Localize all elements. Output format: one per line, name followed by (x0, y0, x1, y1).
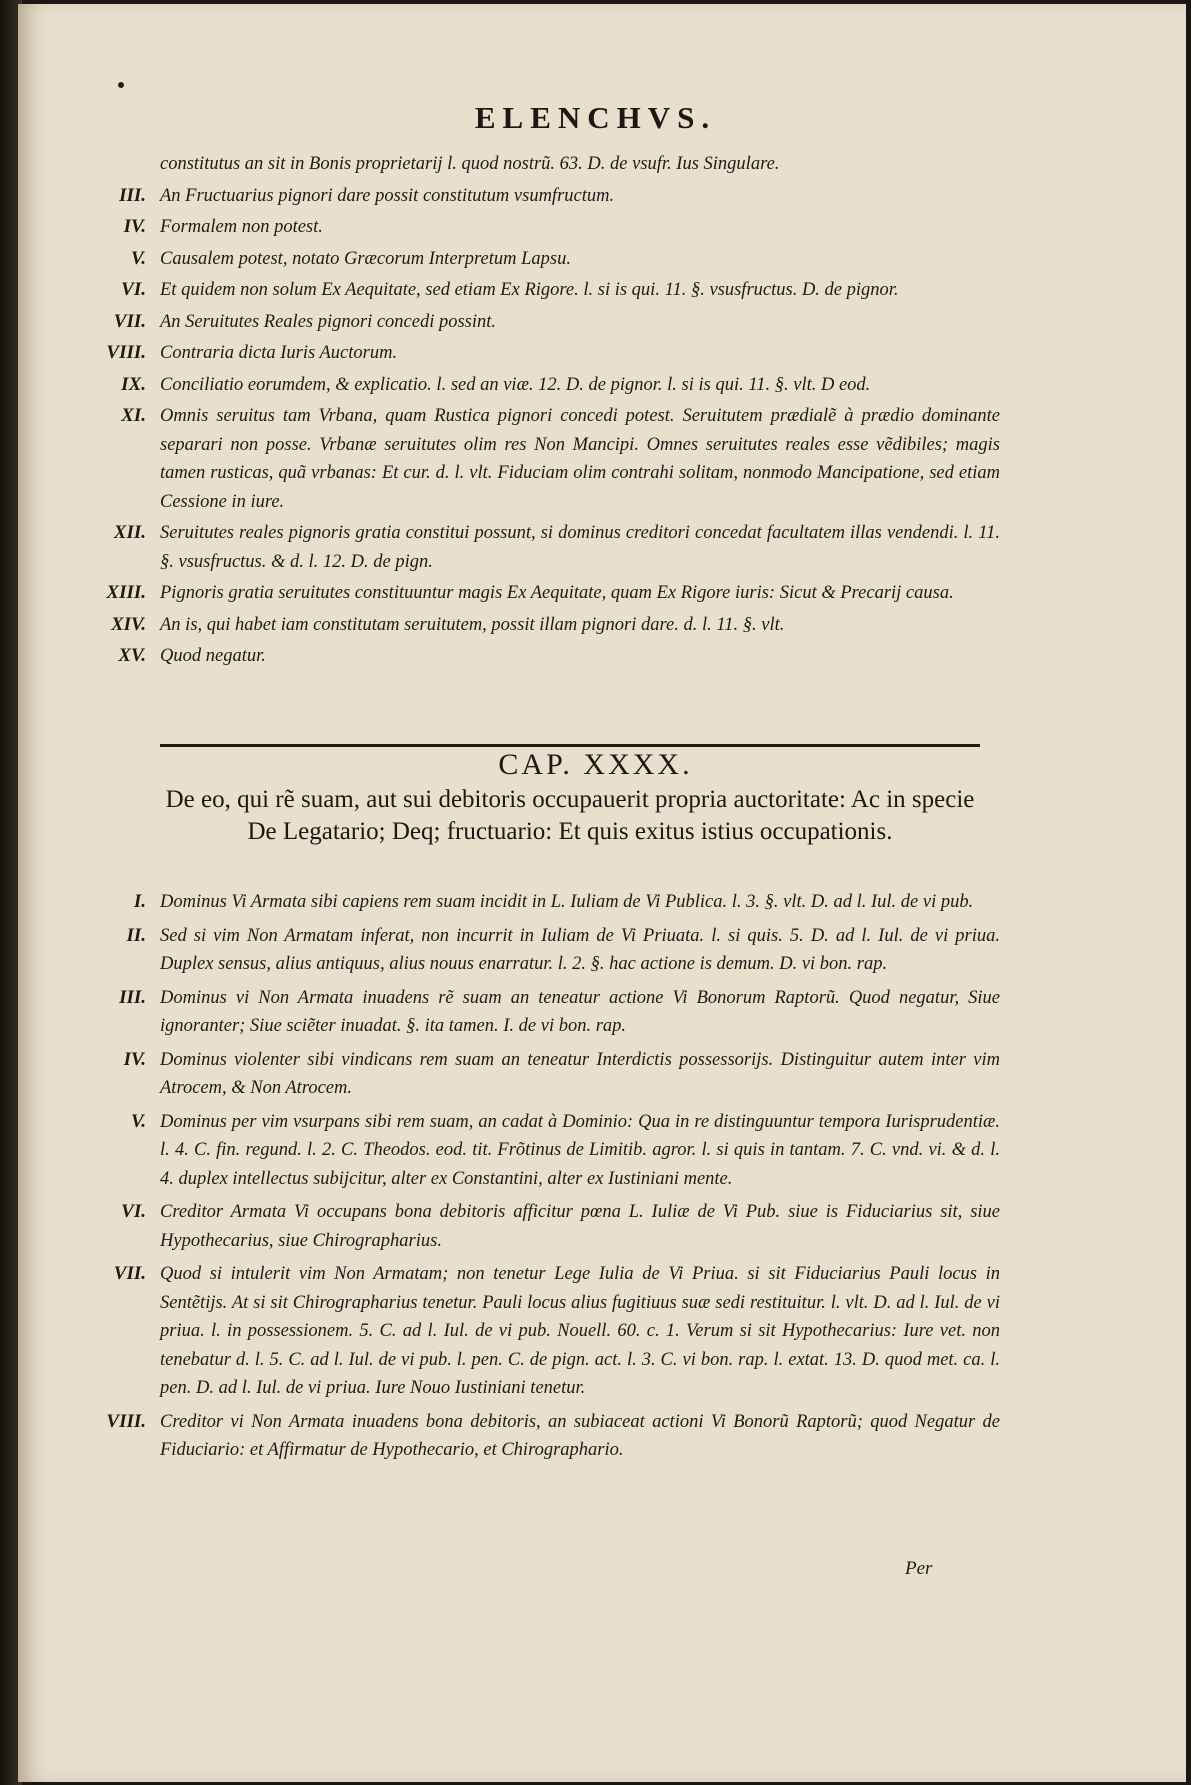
entry-text: Quod negatur. (160, 646, 266, 666)
entry-numeral: VIII. (106, 1410, 146, 1432)
chapter-title: CAP. XXXX. (498, 748, 693, 781)
entry-numeral: XIV. (110, 613, 146, 635)
list-item (60, 922, 1000, 979)
entry-text: Contraria dicta Iuris Auctorum. (160, 343, 398, 363)
entry-numeral: VI. (121, 279, 146, 300)
list-item (60, 182, 1000, 211)
entry-text: Formalem non potest. (160, 217, 323, 237)
list-item (60, 1108, 1000, 1194)
entry-numeral: XI. (121, 405, 146, 426)
entry-text: Dominus vi Non Armata inuadens rẽ suam an teneatur actione Vi Bonorum Raptorũ. Quod negatur, Siue ignoranter; Siue sciẽter inuadat. §. ita tamen. I. de vi bon. rap. (160, 987, 1000, 1036)
catchword: Per (905, 1558, 933, 1579)
list-item (60, 579, 1000, 608)
entry-numeral: IX. (121, 373, 146, 395)
list-item (60, 888, 1000, 917)
entry-text: Quod si intulerit vim Non Armatam; non tenetur Lege Iulia de Vi Priua. si sit Fiduciarius Pauli locus in Sentẽtijs. At si sit Chirographarius tenetur. Pauli locus alius fugitiuus suæ sedi restituitur. l. vlt. D. ad l. Iul. de vi priua. l. in possessionem. 5. C. ad l. Iul. de vi pub. Nouell. 60. c. 1. Verum si sit Hypothecarius: Iure vet. non tenebatur d. l. 5. C. ad l. Iul. de vi pub. l. pen. C. de pign. act. l. 3. C. vi bon. rap. l. extat. 13. D. quod met. ca. l. pen. D. ad l. Iul. de vi priua. Iure Nouo Iustiniani tenetur. (160, 1264, 1000, 1398)
elenchus-list-lower (60, 888, 1000, 1470)
entry-text: Dominus violenter sibi vindicans rem suam an teneatur Interdictis possessorijs. Distinguitur autem inter vim Atrocem, & Non Atrocem. (160, 1049, 1000, 1098)
entry-text: An Fructuarius pignori dare possit constitutum vsumfructum. (160, 185, 615, 206)
list-item (60, 339, 1000, 368)
list-item (60, 213, 1000, 242)
entry-numeral: V. (131, 1110, 146, 1132)
list-item-continuation (60, 150, 1000, 179)
entry-numeral: I. (133, 891, 146, 912)
list-item (60, 1408, 1000, 1465)
entry-numeral: VII. (113, 1263, 146, 1284)
running-head: ELENCHVS. (474, 100, 717, 135)
chapter-heading: De eo, qui rẽ suam, aut sui debitoris occupauerit propria auctoritate: Ac in specie De Legatario; Deq; fructuario: Et quis exitus istius occupationis. (165, 786, 975, 845)
list-item (60, 642, 1000, 671)
entry-text: Omnis seruitus tam Vrbana, quam Rustica pignori concedi potest. Seruitutem prædialẽ à prædio dominante separari non posse. Vrbanæ seruitutes olim res Non Mancipi. Omnes seruitutes reales esse vẽdibiles; magis tamen rusticas, quã vrbanas: Et cur. d. l. vlt. Fiduciam olim contrahi solitam, nonmodo Mancipatione, sed etiam Cessione in iure. (160, 406, 1000, 512)
list-item (60, 984, 1000, 1041)
list-item (60, 1046, 1000, 1103)
list-item (60, 611, 1000, 640)
entry-numeral: VI. (121, 1201, 146, 1222)
list-item (60, 1198, 1000, 1255)
list-item (60, 308, 1000, 337)
entry-numeral: VII. (113, 310, 146, 332)
entry-text: Sed si vim Non Armatam inferat, non incurrit in Iuliam de Vi Priuata. l. si quis. 5. D. ad l. Iul. de vi priua. Duplex sensus, alius antiquus, alius nouus enarratur. l. 2. §. hac actione is demum. D. vi bon. rap. (160, 925, 1000, 974)
entry-text: Creditor vi Non Armata inuadens bona debitoris, an subiaceat actioni Vi Bonorũ Raptorũ; quod Negatur de Fiduciario: et Affirmatur de Hypothecario, et Chirographario. (160, 1411, 1000, 1460)
entry-text: Causalem potest, notato Græcorum Interpretum Lapsu. (160, 248, 571, 269)
entry-text: Pignoris gratia seruitutes constituuntur magis Ex Aequitate, quam Ex Rigore iuris: Sicut & Precarij causa. (160, 583, 954, 603)
entry-text: An Seruitutes Reales pignori concedi possint. (160, 311, 497, 332)
list-item (60, 1260, 1000, 1403)
ink-dot (118, 82, 124, 88)
entry-text: Dominus Vi Armata sibi capiens rem suam incidit in L. Iuliam de Vi Publica. l. 3. §. vlt. D. ad l. Iul. de vi pub. (160, 892, 974, 912)
entry-text: Dominus per vim vsurpans sibi rem suam, an cadat à Dominio: Qua in re distinguuntur tempora Iurisprudentiæ. l. 4. C. fin. regund. l. 2. C. Theodos. eod. tit. Frõtinus de Limitib. agror. l. si quis in tantam. 7. C. vnd. vi. & d. l. 4. duplex intellectus subijcitur, alter ex Constantini, alter ex Iustiniani mente. (160, 1111, 1000, 1189)
entry-numeral: XII. (113, 522, 146, 543)
list-item (60, 276, 1000, 305)
entry-text: Conciliatio eorumdem, & explicatio. l. sed an viæ. 12. D. de pignor. l. si is qui. 11. §. vlt. D eod. (160, 374, 871, 395)
entry-numeral: III. (119, 986, 146, 1008)
entry-text: constitutus an sit in Bonis proprietarij l. quod nostrũ. 63. D. de vsufr. Ius Singulare. (160, 154, 780, 174)
entry-numeral: III. (119, 184, 146, 206)
entry-text: Seruitutes reales pignoris gratia constitui possunt, si dominus creditori concedat facultatem illas vendendi. l. 11. §. vsusfructus. & d. l. 12. D. de pign. (160, 523, 1000, 572)
entry-numeral: VIII. (106, 342, 146, 363)
list-item (60, 371, 1000, 400)
entry-text: Creditor Armata Vi occupans bona debitoris afficitur pœna L. Iuliæ de Vi Pub. siue is Fiduciarius sit, siue Hypothecarius, siue Chirographarius. (160, 1202, 1000, 1251)
entry-numeral: V. (131, 247, 146, 269)
elenchus-list-upper (60, 150, 1000, 674)
entry-numeral: IV. (123, 1048, 146, 1070)
entry-numeral: XV. (118, 645, 146, 666)
entry-numeral: II. (126, 924, 146, 946)
list-item (60, 245, 1000, 274)
entry-text: Et quidem non solum Ex Aequitate, sed etiam Ex Rigore. l. si is qui. 11. §. vsusfructus. D. de pignor. (160, 280, 899, 300)
entry-numeral: IV. (123, 216, 146, 237)
entry-numeral: XIII. (106, 582, 146, 603)
entry-text: An is, qui habet iam constitutam seruitutem, possit illam pignori dare. d. l. 11. §. vlt. (160, 614, 785, 635)
section-divider (160, 744, 980, 747)
list-item (60, 519, 1000, 576)
list-item (60, 402, 1000, 516)
